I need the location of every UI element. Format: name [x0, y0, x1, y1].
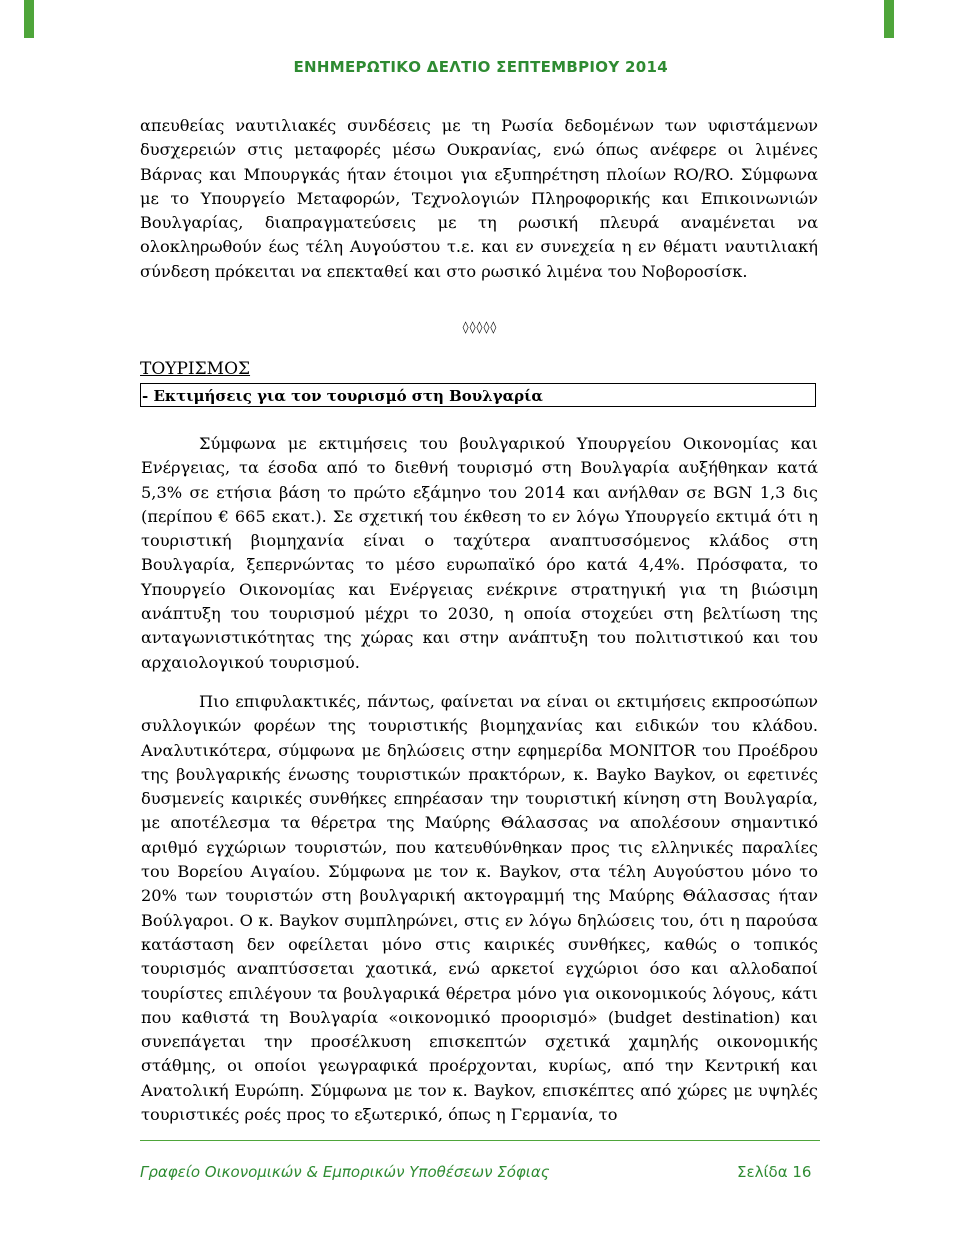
footer-office-name: Γραφείο Οικονομικών & Εμπορικών Υποθέσεων Σόφιας — [140, 1163, 550, 1181]
header-bar-right — [884, 0, 894, 38]
body-paragraph-2 — [141, 690, 818, 1127]
body-paragraph-1 — [141, 432, 818, 675]
section-title: ΤΟΥΡΙΣΜΟΣ — [140, 359, 251, 379]
footer-page-number: Σελίδα 16 — [737, 1163, 812, 1181]
header-bar-left — [24, 0, 34, 38]
intro-paragraph: απευθείας ναυτιλιακές συνδέσεις με τη Ρωσία δεδομένων των υφιστάμενων δυσχερειών στις μεταφορές μέσω Ουκρανίας, ενώ όπως ανέφερε οι λιμένες Βάρνας και Μπουργκάς ήταν έτοιμοι για εξυπηρέτηση πλοίων RO/RO. Σύμφωνα με το Υπουργείο Μεταφορών, Τεχνολογιών Πληροφορικής και Επικοινωνιών Βουλγαρίας, διαπραγματεύσεις με τη ρωσική πλευρά αναμένεται να ολοκληρωθούν έως τέλη Αυγούστου τ.ε. και εν συνεχεία η εν θέματι ναυτιλιακή σύνδεση πρόκειται να επεκταθεί και στο ρωσικό λιμένα του Νοβοροσίσκ. — [140, 116, 818, 281]
section-separator: ◊◊◊◊◊ — [462, 320, 498, 334]
newsletter-title: ΕΝΗΜΕΡΩΤΙΚΟ ΔΕΛΤΙΟ ΣΕΠΤΕΜΒΡΙΟΥ 2014 — [293, 58, 668, 76]
section-subtitle: - Εκτιμήσεις για τον τουρισμό στη Βουλγαρία — [142, 387, 543, 405]
section-subtitle-box — [140, 383, 816, 407]
body-paragraph-1-text: Σύμφωνα με εκτιμήσεις του βουλγαρικού Υπουργείου Οικονομίας και Ενέργειας, τα έσοδα από το διεθνή τουρισμό στη Βουλγαρία αυξήθηκαν κατά 5,3% σε ετήσια βάση το πρώτο εξάμηνο του 2014 και ανήλθαν σε BGN 1,3 δις (περίπου € 665 εκατ.). Σε σχετική του έκθεση το εν λόγω Υπουργείο εκτιμά ότι η τουριστική βιομηχανία είναι ο ταχύτερα αναπτυσσόμενος κλάδος στη Βουλγαρία, ξεπερνώντας το μέσο ευρωπαϊκό όρο κατά 4,4%. Πρόσφατα, το Υπουργείο Οικονομίας και Ενέργειας ενέκρινε στρατηγική για τη βιώσιμη ανάπτυξη του τουρισμού μέχρι το 2030, η οποία στοχεύει στη βελτίωση της ανταγωνιστικότητας της χώρας και στην ανάπτυξη του πολιτιστικού και του αρχαιολογικού τουρισμού. — [141, 434, 818, 672]
body-paragraph-2-text: Πιο επιφυλακτικές, πάντως, φαίνεται να είναι οι εκτιμήσεις εκπροσώπων συλλογικών φορέων της τουριστικής βιομηχανίας και ειδικών του κλάδου. Αναλυτικότερα, σύμφωνα με δηλώσεις στην εφημερίδα MONITOR του Προέδρου της βουλγαρικής ένωσης τουριστικών πρακτόρων, κ. Bayko Baykov, οι εφετινές δυσμενείς καιρικές συνθήκες επηρέασαν την τουριστική κίνηση στη Βουλγαρία, με αποτέλεσμα τα θέρετρα της Μαύρης Θάλασσας να απολέσουν σημαντικό αριθμό εγχώριων τουριστών, που κατευθύνθηκαν προς τις ελληνικές παραλίες του Βορείου Αιγαίου. Σύμφωνα με τον κ. Baykov, στα τέλη Αυγούστου μόνο το 20% των τουριστών στη βουλγαρική ακτογραμμή της Μαύρης Θάλασσας ήταν Βούλγαροι. Ο κ. Baykov συμπληρώνει, στις εν λόγω δηλώσεις του, ότι η παρούσα κατάσταση δεν οφείλεται μόνο στις καιρικές συνθήκες, καθώς ο τοπικός τουρισμός αναπτύσσεται χαοτικά, ενώ αρκετοί εγχώριοι όσο και αλλοδαποί τουρίστες επιλέγουν τα βουλγαρικά θέρετρα μόνο για οικονομικούς λόγους, κάτι που καθιστά τη Βουλγαρία «οικονομικό προορισμό» (budget destination) και συνεπάγεται την προσέλκυση επισκεπτών σχετικά χαμηλής οικονομικής στάθμης, οι οποίοι γεωγραφικά προέρχονται, κυρίως, από την Κεντρική και Ανατολική Ευρώπη. Σύμφωνα με τον κ. Baykov, επισκέπτες από χώρες με υψηλές τουριστικές ροές προς το εξωτερικό, όπως η Γερμανία, το — [141, 692, 818, 1125]
footer-divider — [140, 1140, 820, 1141]
